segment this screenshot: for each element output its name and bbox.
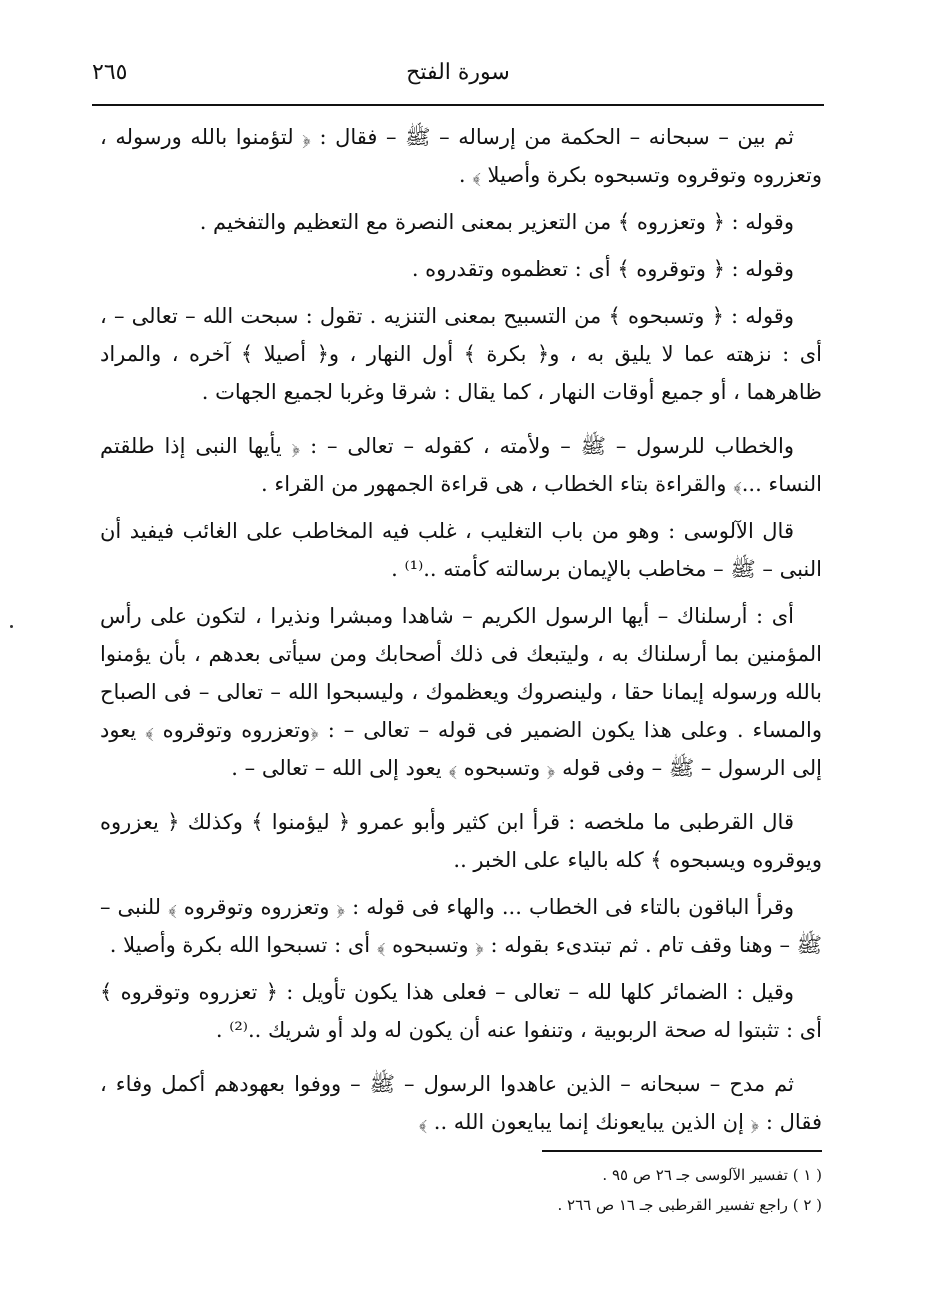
page-header — [92, 60, 824, 104]
footnotes — [420, 1160, 822, 1220]
paragraph: وقرأ الباقون بالتاء فى الخطاب ... والهاء فى قوله : ﴿ وتعزروه وتوقروه ﴾ للنبى – ﷺ – وهنا وقف تام . ثم تبتدىء بقوله : ﴿ وتسبحوه ﴾ أى : تسبحوا الله بكرة وأصيلا . — [100, 895, 822, 957]
paragraph: والخطاب للرسول – ﷺ – ولأمته ، كقوله – تعالى – : ﴿ يأيها النبى إذا طلقتم النساء ...﴾ والقراءة بتاء الخطاب ، هى قراءة الجمهور من القراء . — [100, 434, 822, 496]
footnote-rule — [542, 1150, 822, 1152]
paragraph: وقوله : ﴿ وتعزروه ﴾ من التعزير بمعنى النصرة مع التعظيم والتفخيم . — [199, 210, 794, 234]
header-rule — [92, 104, 824, 106]
footnote: ( ١ ) تفسير الآلوسى جـ ٢٦ ص ٩٥ . — [602, 1166, 822, 1184]
paragraph: وقوله : ﴿ وتسبحوه ﴾ من التسبيح بمعنى التنزيه . تقول : سبحت الله – تعالى – ، أى : نزهته عما لا يليق به ، و﴿ بكرة ﴾ أول النهار ، و﴿ أصيلا ﴾ آخره ، والمراد ظاهرهما ، أو جميع أوقات النهار ، كما يقال : شرقا وغربا لجميع الجهات . — [100, 304, 822, 404]
paragraph: قال القرطبى ما ملخصه : قرأ ابن كثير وأبو عمرو ﴿ ليؤمنوا ﴾ وكذلك ﴿ يعزروه ويوقروه ويسبحوه ﴾ كله بالياء على الخبر .. — [100, 810, 822, 872]
paragraph: وقوله : ﴿ وتوقروه ﴾ أى : تعظموه وتقدروه . — [411, 257, 794, 281]
paragraph: ثم بين – سبحانه – الحكمة من إرساله – ﷺ – فقال : ﴿ لتؤمنوا بالله ورسوله ، وتعزروه وتوقروه وتسبحوه بكرة وأصيلا ﴾ . — [100, 125, 822, 187]
surah-title: سورة الفتح — [406, 60, 510, 85]
footnote: ( ٢ ) راجع تفسير القرطبى جـ ١٦ ص ٢٦٦ . — [557, 1196, 822, 1214]
paragraph: وقيل : الضمائر كلها لله – تعالى – فعلى هذا يكون تأويل : ﴿ تعزروه وتوقروه ﴾ أى : تثبتوا له صحة الربوبية ، وتنفوا عنه أن يكون له ولد أو شريك ..⁽²⁾ . — [100, 980, 822, 1042]
paragraph: قال الآلوسى : وهو من باب التغليب ، غلب فيه المخاطب على الغائب فيفيد أن النبى – ﷺ – مخاطب بالإيمان برسالته كأمته ..⁽¹⁾ . — [100, 519, 822, 581]
paragraph: أى : أرسلناك – أيها الرسول الكريم – شاهدا ومبشرا ونذيرا ، لتكون على رأس المؤمنين بما أرسلناك به ، وليتبعك فى ذلك أصحابك ومن سيأتى بعدهم ، بأن يؤمنوا بالله ورسوله إيمانا حقا ، ولينصروك ويعظموك ، وليسبحوا الله – تعالى – فى الصباح والمساء . وعلى هذا يكون الضمير فى قوله – تعالى – : ﴿وتعزروه وتوقروه ﴾ يعود إلى الرسول – ﷺ – وفى قوله ﴿ وتسبحوه ﴾ يعود إلى الله – تعالى – . — [100, 604, 822, 780]
page-body — [100, 118, 822, 1150]
paragraph: ثم مدح – سبحانه – الذين عاهدوا الرسول – ﷺ – ووفوا بعهودهم أكمل وفاء ، فقال : ﴿ إن الذين يبايعونك إنما يبايعون الله .. ﴾ — [100, 1072, 822, 1134]
page-number: ٢٦٥ — [92, 60, 128, 85]
margin-dot — [10, 625, 13, 628]
